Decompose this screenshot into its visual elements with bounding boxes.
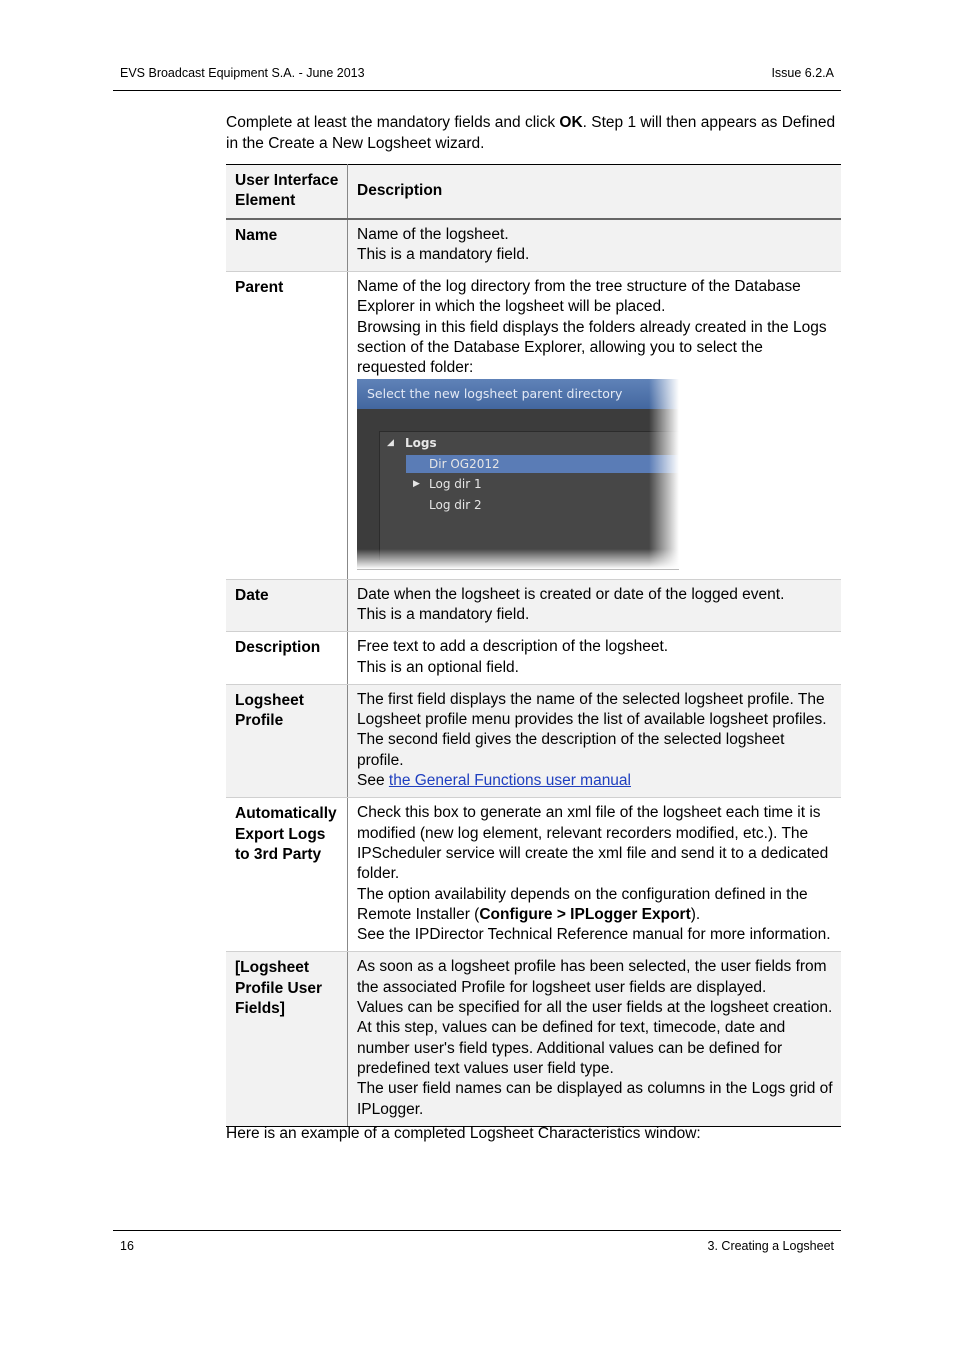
page-header xyxy=(113,65,841,91)
table-row-auto-export: Automatically Export Logs to 3rd Party Check this box to generate an xml file of the logsheet each time it is modified (new log element, relevant recorders modified, etc.). The IPScheduler service will create the xml file and send it to a dedicated folder. The option availability depends on the configuration defined in the Remote Installer (Configure > IPLogger Export). See the IPDirector Technical Reference manual for more information. xyxy=(226,798,841,952)
table-row-date: Date Date when the logsheet is created or date of the logged event. This is a mandatory field. xyxy=(226,579,841,632)
tree-item-log-dir-1: Log dir 1 xyxy=(429,476,482,491)
tree-item-logs: Logs xyxy=(405,435,437,450)
table-row-logsheet-profile: Logsheet Profile The first field displays the name of the selected logsheet profile. The Logsheet profile menu provides the list of available logsheet profiles. The second field gives the description of the selected logsheet profile. See the General Functions user manual xyxy=(226,684,841,797)
collapsed-arrow-icon: ▶ xyxy=(413,478,420,489)
page-footer xyxy=(113,1230,841,1253)
expanded-arrow-icon: ◢ xyxy=(387,437,394,448)
table-row-user-fields: [Logsheet Profile User Fields] As soon as a logsheet profile has been selected, the user fields from the associated Profile for logsheet user fields are displayed. Values can be specified for all the user fields at the logsheet creation. At this step, values can be defined for text, timecode, date and number user's field types. Additional values can be defined for predefined text values user field type. The user field names can be displayed as columns in the Logs grid of IPLogger. xyxy=(226,952,841,1126)
parent-directory-screenshot xyxy=(357,379,679,570)
ok-keyword: OK xyxy=(559,114,583,131)
outro-paragraph: Here is an example of a completed Logsheet Characteristics window: xyxy=(226,1125,701,1142)
header-publisher: EVS Broadcast Equipment S.A. - June 2013 xyxy=(120,66,365,80)
column-header-element: User Interface Element xyxy=(226,165,348,219)
intro-paragraph: Complete at least the mandatory fields and click OK. Step 1 will then appears as Defined in the Create a New Logsheet wizard. xyxy=(226,114,836,152)
column-header-description: Description xyxy=(348,165,842,219)
header-issue: Issue 6.2.A xyxy=(771,66,834,80)
dialog-title: Select the new logsheet parent directory xyxy=(357,379,679,409)
page-number: 16 xyxy=(120,1239,134,1253)
tree-item-dir-og2012: Dir OG2012 xyxy=(429,456,500,471)
general-functions-manual-link[interactable]: the General Functions user manual xyxy=(388,772,631,790)
tree-item-log-dir-2: Log dir 2 xyxy=(429,497,482,512)
table-row-description: Description Free text to add a description of the logsheet. This is an optional field. xyxy=(226,632,841,685)
table-row-parent: Parent Name of the log directory from the tree structure of the Database Explorer in which the logsheet will be placed. Browsing in this field displays the folders already created in the Logs section of the Database Explorer, allowing you to select the requested folder: Select the new logsheet parent directory ◢ Logs Dir OG2012 ▶ Log dir 1 Log dir 2 xyxy=(226,272,841,579)
ui-elements-table xyxy=(226,164,841,1127)
table-row-name: Name Name of the logsheet. This is a mandatory field. xyxy=(226,219,841,272)
chapter-title: 3. Creating a Logsheet xyxy=(707,1239,834,1253)
